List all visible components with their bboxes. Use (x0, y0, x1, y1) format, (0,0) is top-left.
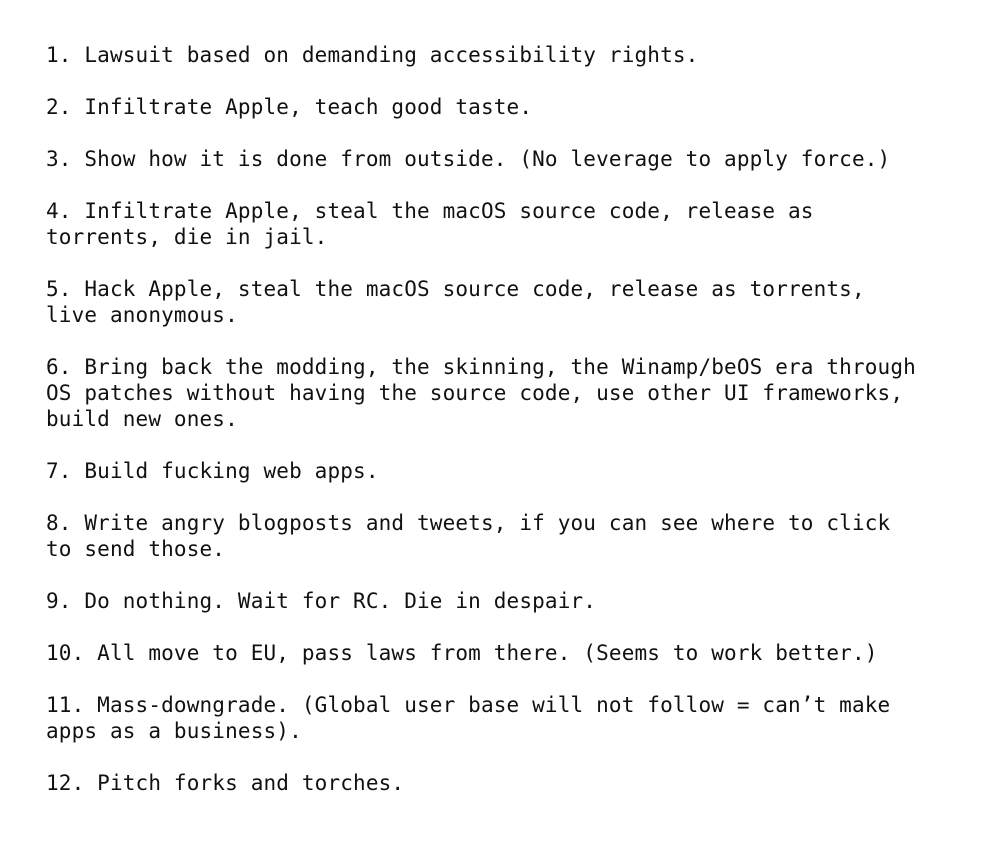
list-item-3: 3. Show how it is done from outside. (No leverage to apply force.) (46, 147, 891, 171)
list-item-11: 11. Mass-downgrade. (Global user base will not follow = can’t make apps as a business). (46, 693, 891, 743)
list-item-5: 5. Hack Apple, steal the macOS source code, release as torrents, live anonymous. (46, 277, 865, 327)
list-item-4: 4. Infiltrate Apple, steal the macOS source code, release as torrents, die in jail. (46, 199, 814, 249)
list-item-9: 9. Do nothing. Wait for RC. Die in despair. (46, 589, 597, 613)
list-item-12: 12. Pitch forks and torches. (46, 771, 405, 795)
list-item-7: 7. Build fucking web apps. (46, 459, 379, 483)
list-item-1: 1. Lawsuit based on demanding accessibility rights. (46, 43, 699, 67)
numbered-list (46, 42, 968, 796)
list-item-8: 8. Write angry blogposts and tweets, if you can see where to click to send those. (46, 511, 891, 561)
list-item-10: 10. All move to EU, pass laws from there. (Seems to work better.) (46, 641, 878, 665)
list-item-6: 6. Bring back the modding, the skinning, the Winamp/beOS era through OS patches without having the source code, use other UI frameworks, build new ones. (46, 355, 916, 431)
list-item-2: 2. Infiltrate Apple, teach good taste. (46, 95, 533, 119)
